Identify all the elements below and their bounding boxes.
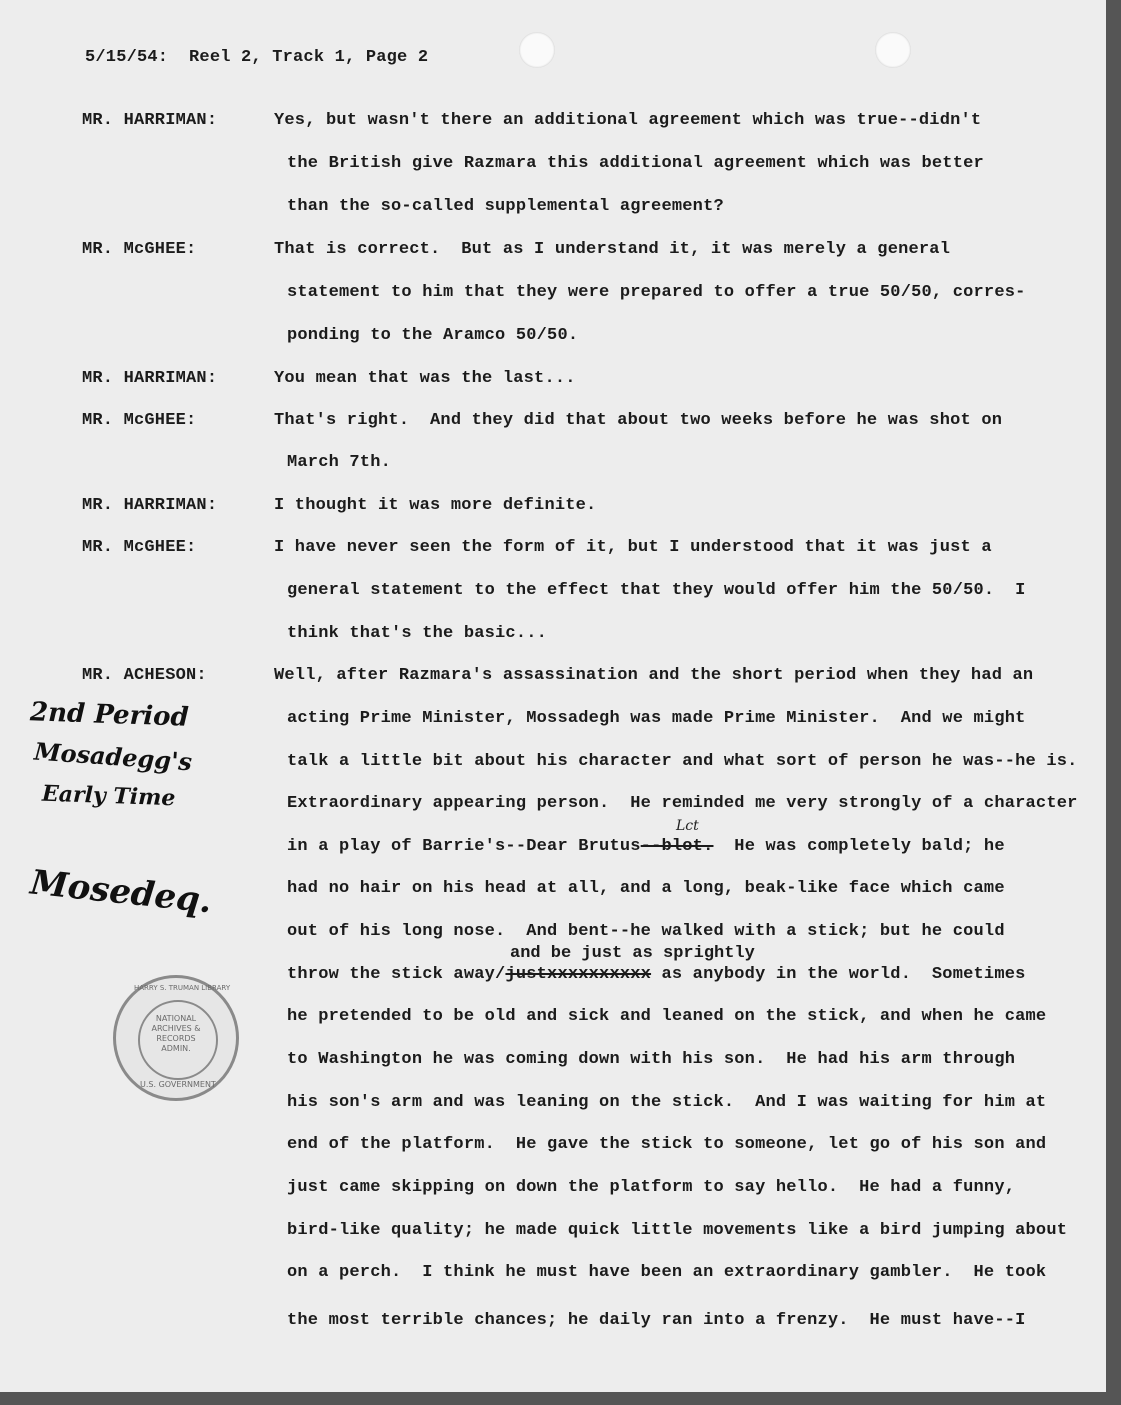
speaker-label: MR. McGHEE: (82, 240, 197, 259)
transcript-line-edited (287, 837, 1005, 856)
margin-note: Mosedeq. (28, 862, 214, 922)
speaker-label: MR. ACHESON: (82, 666, 207, 685)
punch-hole (875, 32, 911, 68)
speaker-label: MR. McGHEE: (82, 411, 197, 430)
transcript-line: statement to him that they were prepared to offer a true 50/50, corres- (287, 283, 1026, 302)
transcript-line: out of his long nose. And bent--he walked with a stick; but he could (287, 922, 1005, 941)
transcript-line: bird-like quality; he made quick little movements like a bird jumping about (287, 1221, 1068, 1240)
struck-text: justxxxxxxxxxx (505, 965, 652, 984)
handwritten-correction: Lct (676, 818, 699, 834)
transcript-line: general statement to the effect that they would offer him the 50/50. I (287, 581, 1026, 600)
transcript-line: Extraordinary appearing person. He reminded me very strongly of a character (287, 794, 1078, 813)
transcript-line: think that's the basic... (287, 624, 548, 643)
transcript-line: the most terrible chances; he daily ran into a frenzy. He must have--I (287, 1311, 1026, 1330)
transcript-line: than the so-called supplemental agreement? (287, 197, 724, 216)
transcript-line: acting Prime Minister, Mossadegh was made Prime Minister. And we might (287, 709, 1026, 728)
margin-note: Early Time (41, 780, 176, 812)
page-edge (1106, 0, 1121, 1405)
transcript-line: Well, after Razmara's assassination and the short period when they had an (274, 666, 1034, 685)
speaker-label: MR. McGHEE: (82, 538, 197, 557)
speaker-label: MR. HARRIMAN: (82, 496, 218, 515)
transcript-line: just came skipping on down the platform to say hello. He had a funny, (287, 1178, 1016, 1197)
library-stamp (113, 975, 239, 1101)
transcript-line: ponding to the Aramco 50/50. (287, 326, 579, 345)
page-header: 5/15/54: Reel 2, Track 1, Page 2 (85, 48, 429, 67)
punch-hole (519, 32, 555, 68)
transcript-line: March 7th. (287, 453, 392, 472)
stamp-ring-text: HARRY S. TRUMAN LIBRARY (134, 984, 231, 992)
page-edge (0, 1392, 1121, 1405)
inserted-text: and be just as sprightly (510, 944, 755, 963)
transcript-text: He was completely bald; he (713, 837, 1005, 856)
margin-note: Mosadegg's (33, 736, 193, 777)
transcript-line: That's right. And they did that about two weeks before he was shot on (274, 411, 1003, 430)
transcript-text: in a play of Barrie's--Dear Brutus (287, 837, 641, 856)
transcript-line: Yes, but wasn't there an additional agreement which was true--didn't (274, 111, 982, 130)
struck-text: --blot. (640, 837, 714, 856)
transcript-line: You mean that was the last... (274, 369, 576, 388)
stamp-center-text: NATIONAL ARCHIVES & RECORDS ADMIN. (151, 1014, 201, 1053)
stamp-bottom-text: U.S. GOVERNMENT (140, 1080, 216, 1089)
transcript-text: as anybody in the world. Sometimes (651, 965, 1026, 984)
transcript-line: he pretended to be old and sick and leaned on the stick, and when he came (287, 1007, 1047, 1026)
transcript-line: end of the platform. He gave the stick to someone, let go of his son and (287, 1135, 1047, 1154)
speaker-label: MR. HARRIMAN: (82, 369, 218, 388)
transcript-line-edited (287, 965, 1026, 984)
transcript-line: the British give Razmara this additional agreement which was better (287, 154, 984, 173)
transcript-line: I thought it was more definite. (274, 496, 597, 515)
margin-note: 2nd Period (29, 697, 190, 733)
transcript-line: on a perch. I think he must have been an extraordinary gambler. He took (287, 1263, 1047, 1282)
transcript-line: I have never seen the form of it, but I understood that it was just a (274, 538, 992, 557)
transcript-line: his son's arm and was leaning on the stick. And I was waiting for him at (287, 1093, 1047, 1112)
transcript-line: to Washington he was coming down with his son. He had his arm through (287, 1050, 1016, 1069)
transcript-line: had no hair on his head at all, and a long, beak-like face which came (287, 879, 1005, 898)
transcript-line: That is correct. But as I understand it, it was merely a general (274, 240, 951, 259)
transcript-text: throw the stick away/ (287, 965, 506, 984)
speaker-label: MR. HARRIMAN: (82, 111, 218, 130)
transcript-line: talk a little bit about his character and what sort of person he was--he is. (287, 752, 1078, 771)
